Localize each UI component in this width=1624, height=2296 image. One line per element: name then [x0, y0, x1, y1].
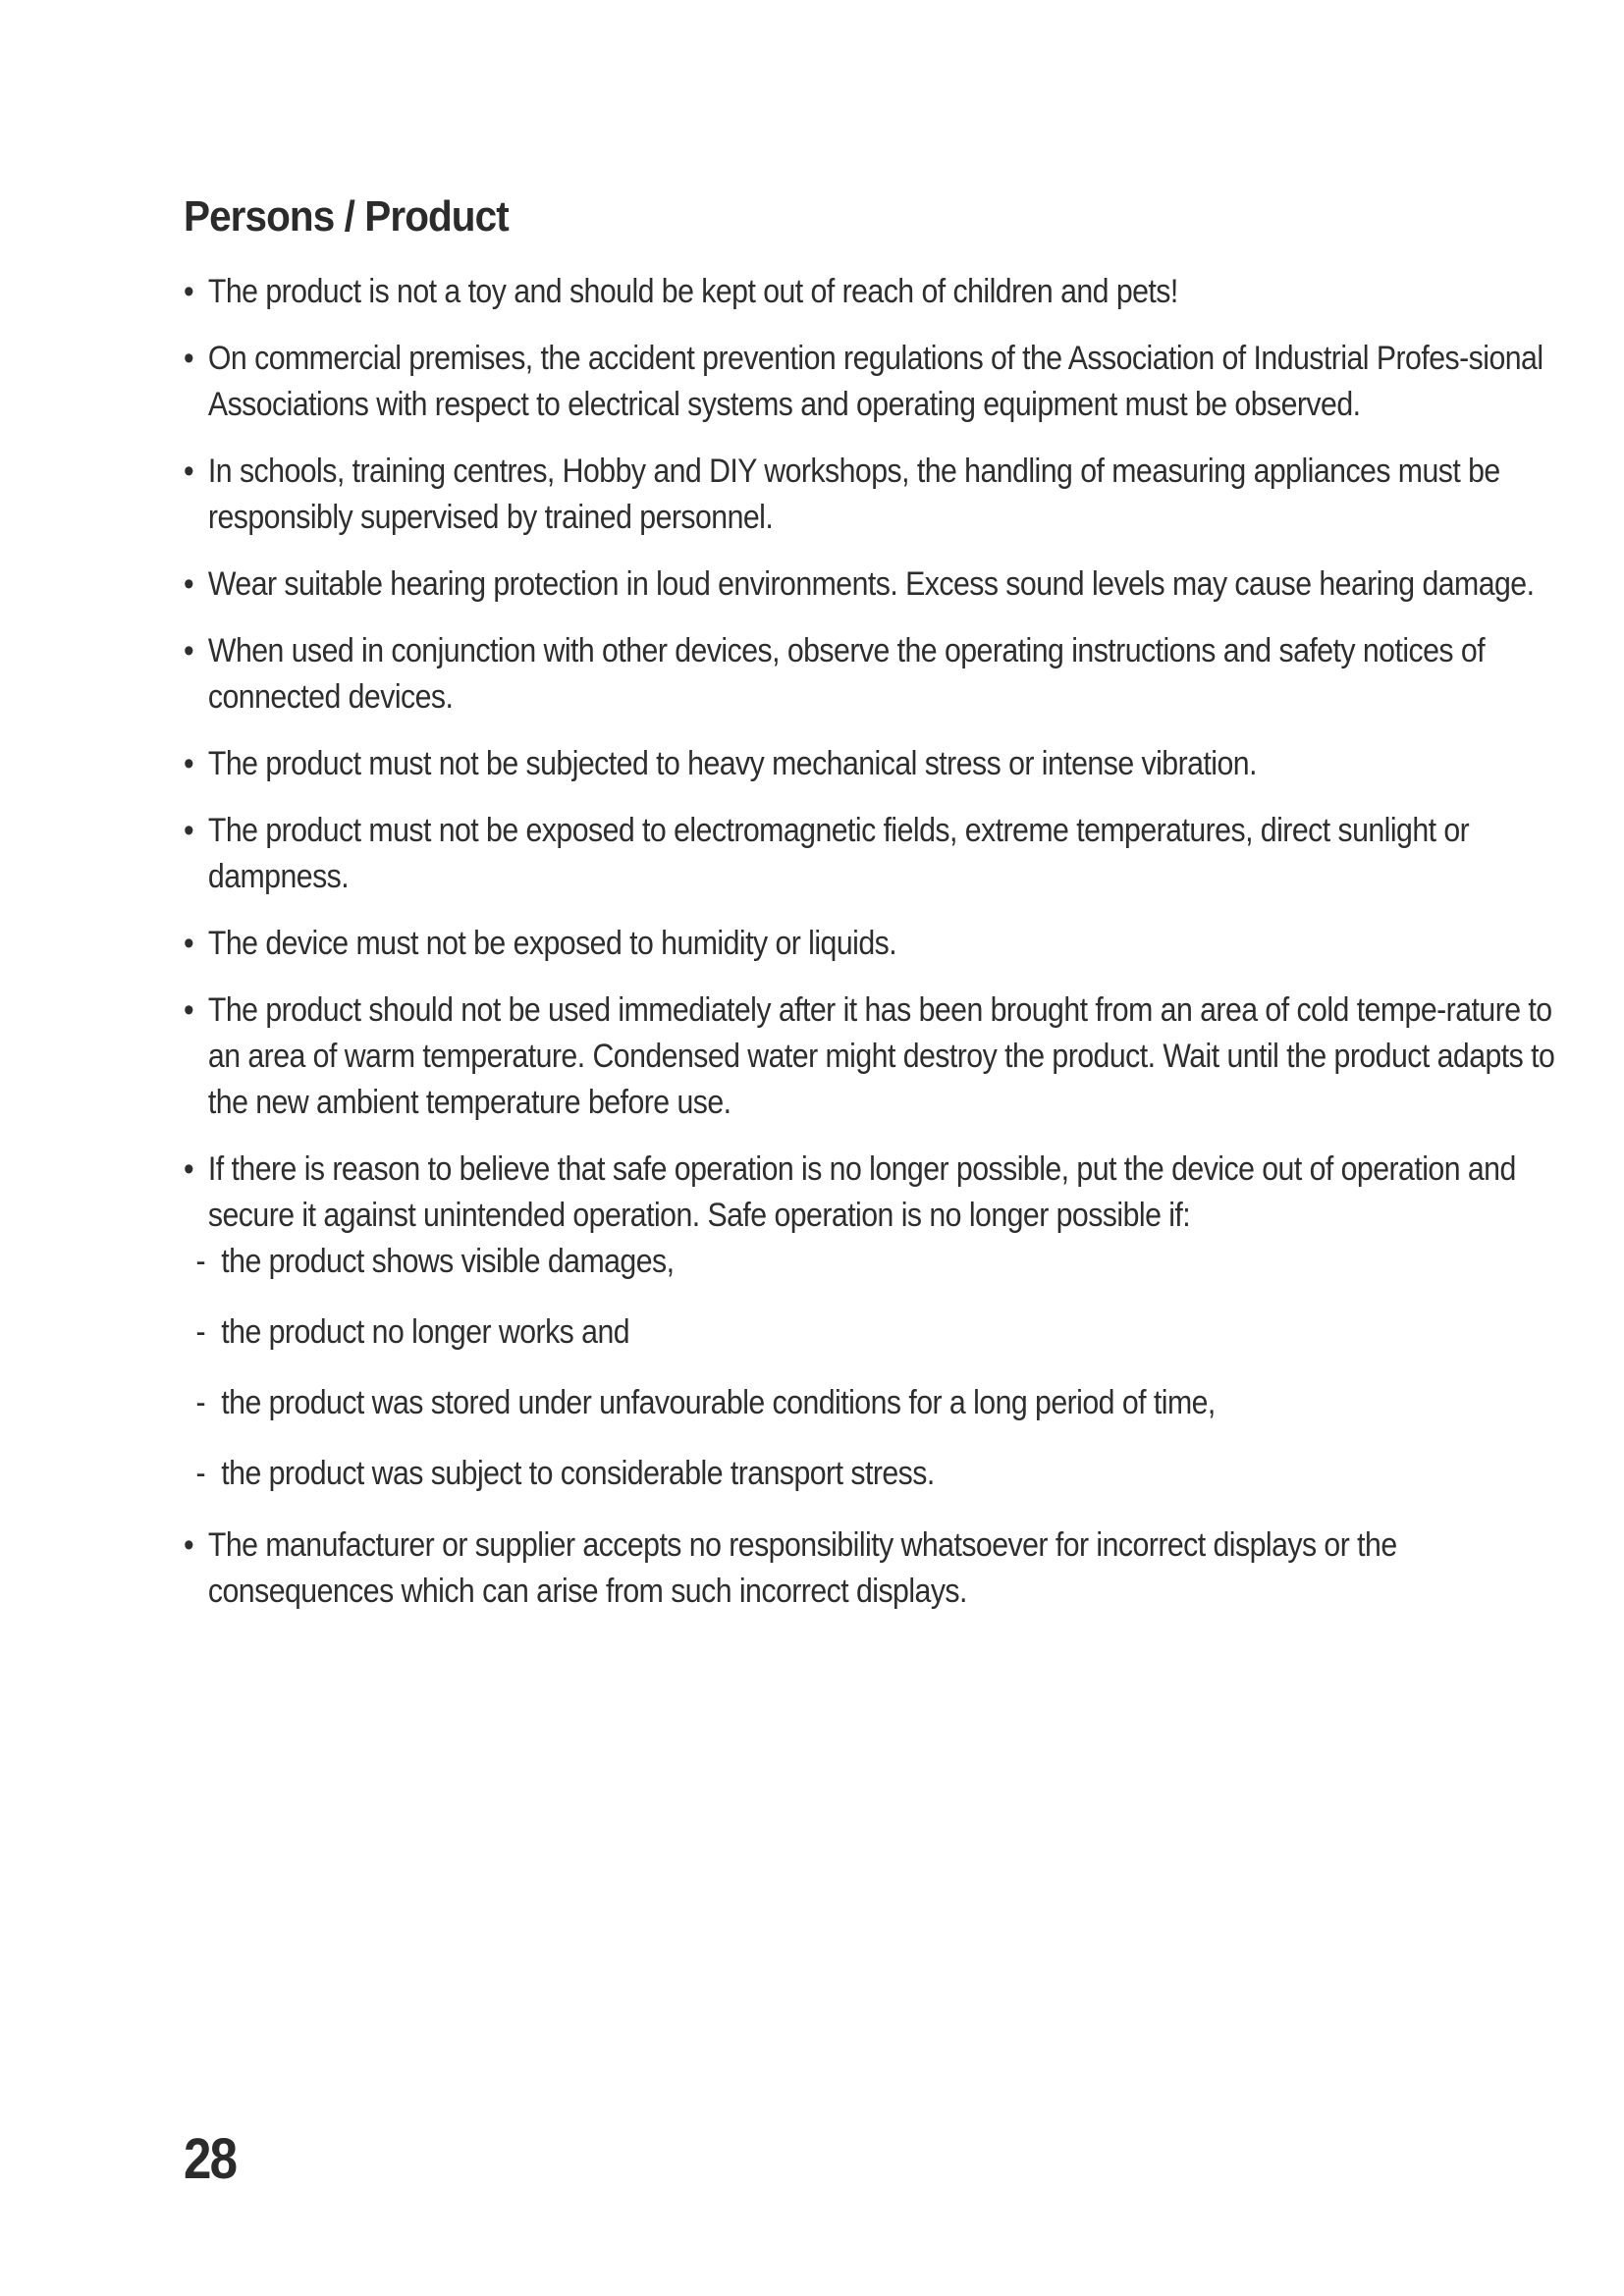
list-item	[184, 336, 1582, 428]
list-item	[184, 1522, 1582, 1615]
dash-icon: -	[195, 1313, 206, 1351]
sub-list-item-text: the product shows visible damages,	[221, 1243, 675, 1280]
sub-list-item	[184, 1309, 1595, 1356]
sub-list-item	[184, 1380, 1595, 1426]
list-item-text: In schools, training centres, Hobby and DIY workshops, the handling of measuring appliances must be responsibly supervised by trained personnel.	[207, 453, 1500, 536]
sub-list-item-text: the product was subject to considerable transport stress.	[221, 1455, 935, 1492]
dash-icon: -	[195, 1243, 206, 1280]
bullet-icon: •	[184, 812, 194, 849]
bullet-icon: •	[184, 273, 194, 310]
sub-list-item	[184, 1451, 1595, 1497]
sub-list-item	[184, 1239, 1595, 1285]
bullet-icon: •	[184, 632, 194, 669]
list-item	[184, 741, 1582, 787]
list-item-text: The product must not be subjected to heavy mechanical stress or intense vibration.	[207, 745, 1257, 782]
bullet-icon: •	[184, 340, 194, 377]
list-item	[184, 988, 1582, 1126]
list-item	[184, 561, 1582, 608]
list-item-text: If there is reason to believe that safe operation is no longer possible, put the device out of operation and secure it against unintended operation. Safe operation is no longer possible if:	[207, 1150, 1516, 1234]
list-item-text: The product is not a toy and should be kept out of reach of children and pets!	[207, 273, 1178, 310]
sub-list-item-text: the product no longer works and	[221, 1313, 630, 1351]
list-item	[184, 269, 1582, 315]
list-item	[184, 449, 1582, 541]
bullet-icon: •	[184, 453, 194, 490]
bullet-icon: •	[184, 745, 194, 782]
list-item-text: When used in conjunction with other devices, observe the operating instructions and safety notices of connected devices.	[207, 632, 1486, 716]
safety-list	[184, 269, 1558, 1615]
bullet-icon: •	[184, 1526, 194, 1564]
bullet-icon: •	[184, 991, 194, 1029]
bullet-icon: •	[184, 925, 194, 962]
bullet-icon: •	[184, 1150, 194, 1188]
bullet-icon: •	[184, 565, 194, 603]
list-item-text: The device must not be exposed to humidity or liquids.	[207, 925, 897, 962]
list-item	[184, 808, 1582, 900]
page-number: 28	[184, 2127, 237, 2191]
list-item-text: On commercial premises, the accident prevention regulations of the Association of Industrial Profes-sional Associations with respect to electrical systems and operating equipment must be observed.	[207, 340, 1543, 423]
list-item-text: Wear suitable hearing protection in loud environments. Excess sound levels may cause hearing damage.	[207, 565, 1535, 603]
dash-icon: -	[195, 1384, 206, 1421]
list-item-text: The product should not be used immediately after it has been brought from an area of cold tempe-rature to an area of warm temperature. Condensed water might destroy the product. Wait until the product adapts to the new ambient temperature before use.	[207, 991, 1555, 1121]
list-item-text: The product must not be exposed to electromagnetic fields, extreme temperatures, direct sunlight or dampness.	[207, 812, 1470, 895]
list-item	[184, 1147, 1582, 1239]
sub-list-item-text: the product was stored under unfavourable conditions for a long period of time,	[221, 1384, 1216, 1421]
dash-icon: -	[195, 1455, 206, 1492]
list-item	[184, 628, 1582, 721]
section-heading: Persons / Product	[184, 192, 509, 240]
list-item-text: The manufacturer or supplier accepts no responsibility whatsoever for incorrect displays or the consequences which can arise from such incorrect displays.	[207, 1526, 1397, 1610]
list-item	[184, 921, 1582, 967]
